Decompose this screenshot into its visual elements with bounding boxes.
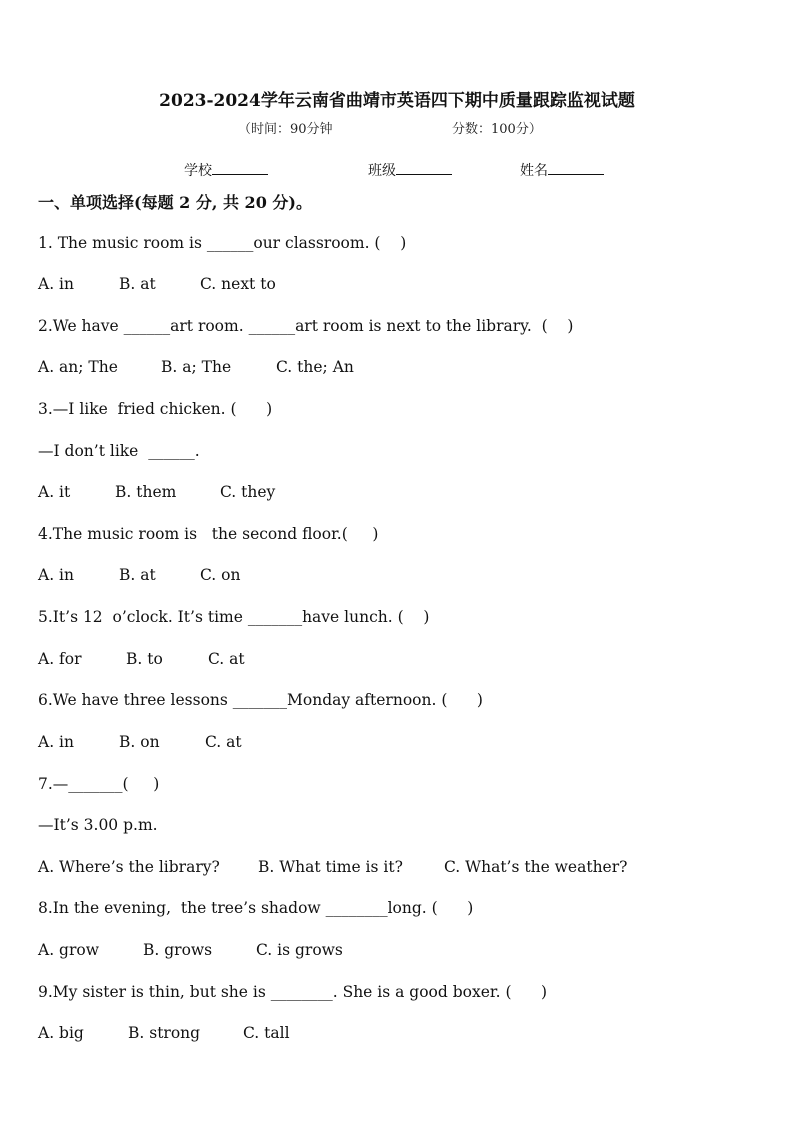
q6-option-b: B. on: [119, 733, 160, 751]
school-field: [184, 160, 268, 180]
q6-option-c: C. at: [205, 733, 242, 751]
q5-option-c: C. at: [208, 650, 245, 668]
question-5: 5.It’s 12 o’clock. It’s time _______have lunch. ( ): [38, 608, 430, 626]
q4-option-b: B. at: [119, 566, 156, 584]
exam-score: 分数：100分）: [452, 122, 542, 137]
section-heading: 一、单项选择(每题 2 分, 共 20 分)。: [38, 193, 312, 212]
name-field: [520, 160, 604, 180]
q2-option-a: A. an; The: [38, 358, 118, 376]
exam-time: （时间：90分钟: [238, 122, 333, 137]
q8-option-b: B. grows: [143, 941, 213, 959]
q9-option-a: A. big: [38, 1024, 84, 1042]
q1-option-c: C. next to: [200, 275, 276, 293]
class-label: 班级: [368, 163, 396, 179]
class-field: [368, 160, 452, 180]
question-6: 6.We have three lessons _______Monday afternoon. ( ): [38, 691, 483, 709]
question-7: 7.—_______( ): [38, 775, 160, 793]
q3-option-c: C. they: [220, 483, 276, 501]
question-1: 1. The music room is ______our classroom. ( ): [38, 234, 407, 252]
q1-option-a: A. in: [38, 275, 74, 293]
school-blank: [212, 162, 268, 175]
q5-option-a: A. for: [38, 650, 82, 668]
q4-option-a: A. in: [38, 566, 74, 584]
q9-option-b: B. strong: [128, 1024, 201, 1042]
question-8: 8.In the evening, the tree’s shadow ________long. ( ): [38, 899, 474, 917]
question-3: 3.—I like fried chicken. ( ): [38, 400, 273, 418]
q9-option-c: C. tall: [243, 1024, 290, 1042]
q1-option-b: B. at: [119, 275, 156, 293]
question-9: 9.My sister is thin, but she is ________. She is a good boxer. ( ): [38, 983, 548, 1001]
q6-option-a: A. in: [38, 733, 74, 751]
q8-option-c: C. is grows: [256, 941, 343, 959]
name-blank: [548, 162, 604, 175]
question-7-reply: —It’s 3.00 p.m.: [38, 816, 158, 834]
q5-option-b: B. to: [126, 650, 163, 668]
q2-option-b: B. a; The: [161, 358, 232, 376]
q3-option-a: A. it: [38, 483, 71, 501]
question-2: 2.We have ______art room. ______art room is next to the library. ( ): [38, 317, 574, 335]
q7-option-c: C. What’s the weather?: [444, 858, 628, 876]
question-4: 4.The music room is the second floor.( ): [38, 525, 379, 543]
class-blank: [396, 162, 452, 175]
q8-option-a: A. grow: [38, 941, 99, 959]
name-label: 姓名: [520, 163, 548, 179]
school-label: 学校: [184, 163, 212, 179]
q2-option-c: C. the; An: [276, 358, 354, 376]
q4-option-c: C. on: [200, 566, 241, 584]
question-3-reply: —I don’t like ______.: [38, 442, 200, 460]
exam-title: 2023-2024学年云南省曲靖市英语四下期中质量跟踪监视试题: [159, 91, 635, 111]
q3-option-b: B. them: [115, 483, 177, 501]
q7-option-b: B. What time is it?: [258, 858, 403, 876]
q7-option-a: A. Where’s the library?: [38, 858, 220, 876]
